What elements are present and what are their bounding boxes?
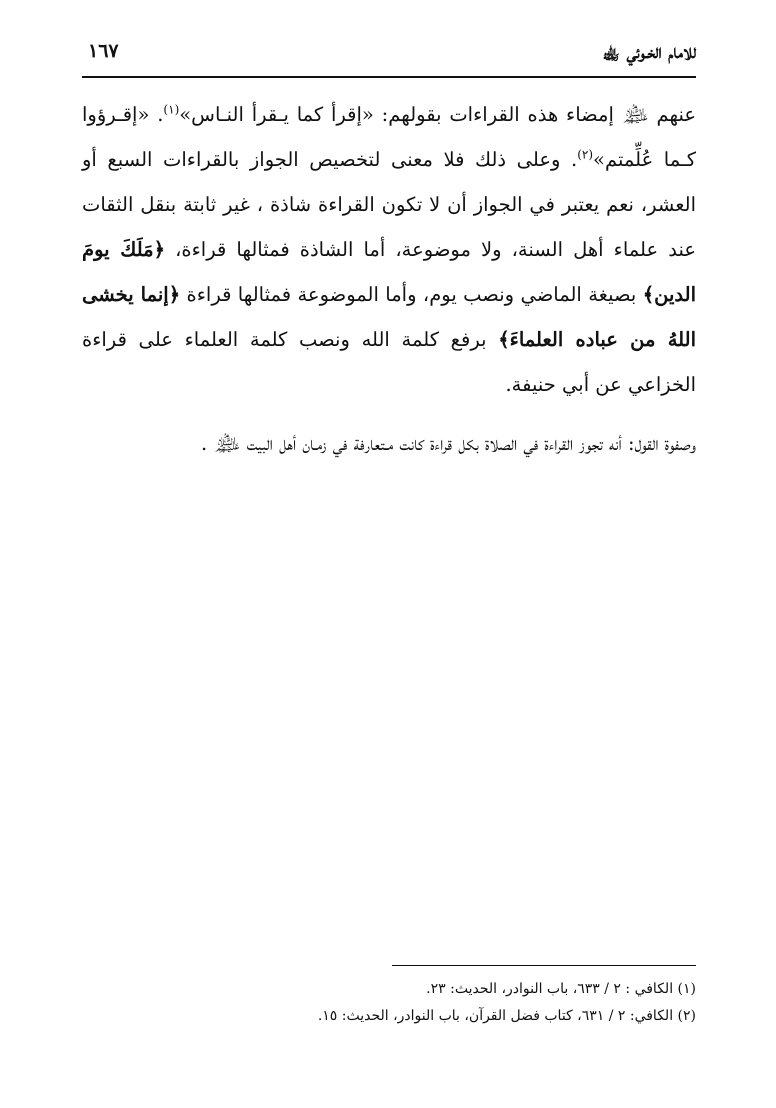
text-segment: . «إقـرؤوا كـما عُلِّمتم»: [82, 103, 696, 171]
main-text: [82, 92, 696, 466]
quran-quote-1: ﴿مَلَكَ يومَ الدين﴾: [82, 238, 696, 306]
text-segment: برفع كلمة الله ونصب كلمة العلماء على قراءة الخزاعي عن أبي حنيفة.: [82, 328, 696, 396]
text-segment: . وعلى ذلك فلا معنى لتخصيص الجواز بالقراءات السبع أو العشر، نعم يعتبر في الجواز أن لا تكون القراءة شاذة ، غير ثابتة بنقل الثقات عند علماء أهل السنة، ولا موضوعة، أما الشاذة فمثالها قراءة،: [82, 148, 696, 261]
footnote-2: (٢) الكافي: ٢ / ٦٣١، كتاب فضل القرآن، باب النوادر، الحديث: ١٥.: [317, 1008, 696, 1024]
paragraph-2: وصفوة القول: أنه تجوز القراءة في الصلاة بكل قراءة كانت مـتعارفة في زمـان أهل البيت ﵈ .: [201, 432, 696, 455]
quran-quote-2: ﴿إنما يخشى اللهُ من عباده العلماءَ﴾: [82, 283, 696, 351]
page-number: ١٦٧: [88, 40, 119, 62]
running-header: [82, 36, 696, 78]
footnotes: [82, 976, 696, 1030]
paragraph-1: [82, 92, 696, 407]
footnote-ref-2: (٢): [577, 147, 594, 162]
text-segment: عنهم ﵈ إمضاء هذه القراءات بقولهم: «إقرأ كما يـقرأ النـاس»: [179, 103, 696, 126]
footnote-1: (١) الكافي : ٢ / ٦٣٣، باب النوادر، الحديث: ٢٣.: [426, 981, 696, 997]
footnote-ref-1: (١): [163, 102, 180, 117]
footnote-separator: [392, 965, 696, 966]
text-segment: بصيغة الماضي ونصب يوم، وأما الموضوعة فمثالها قراءة: [186, 283, 637, 306]
header-title: للامام الخـوئي ﵀: [602, 41, 696, 63]
